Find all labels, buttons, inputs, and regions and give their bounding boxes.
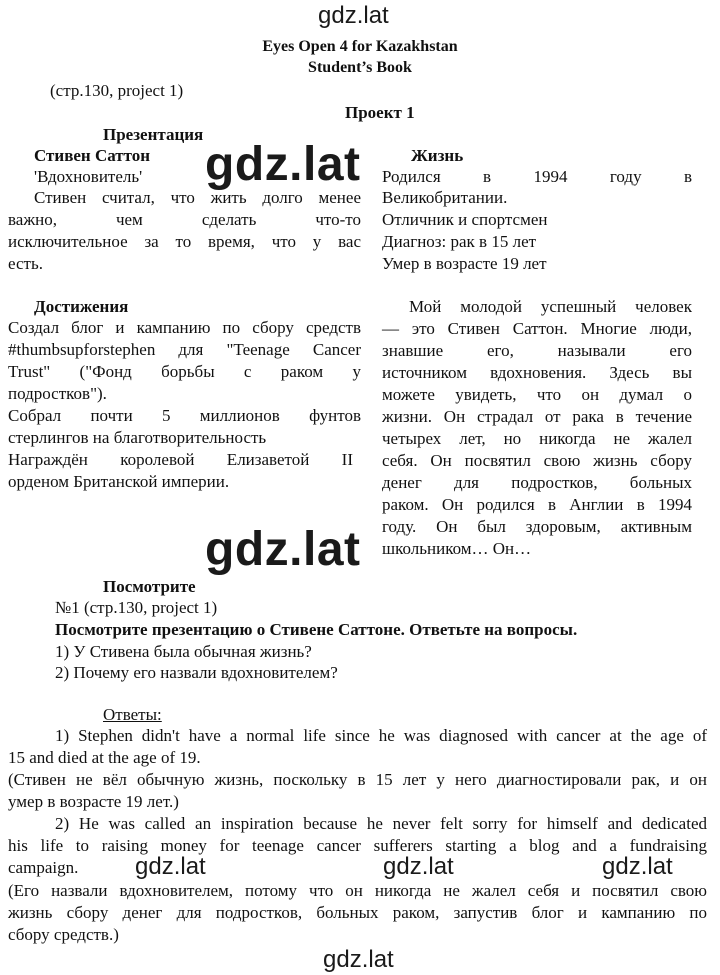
answer-translation-line: умер в возрасте 19 лет.) (8, 792, 179, 811)
story-line: — это Стивен Саттон. Многие люди, (382, 319, 692, 338)
watch-heading: Посмотрите (103, 577, 196, 596)
watermark-large-middle: gdz.lat (205, 523, 361, 576)
achievement-line: орденом Британской империи. (8, 472, 230, 491)
answer-translation-line: жизнь сбору денег для подростков, больных раком, запустив блог и кампанию по (8, 903, 707, 922)
page-reference: (стр.130, project 1) (50, 81, 184, 100)
intro-line: Стивен считал, что жить долго менее (34, 188, 361, 207)
story-line: году. Он был здоровым, активным (382, 517, 692, 536)
answer-translation-line: сбору средств.) (8, 925, 119, 944)
person-name: Стивен Саттон (34, 146, 151, 165)
intro-line: важно, чем сделать что-то (8, 210, 361, 229)
life-line: Диагноз: рак в 15 лет (382, 232, 537, 251)
answer-translation-line: (Стивен не вёл обычную жизнь, поскольку в 15 лет у него диагностировали рак, и он (8, 770, 707, 789)
life-line: Умер в возрасте 19 лет (382, 254, 547, 273)
answer-line: 1) Stephen didn't have a normal life since he was diagnosed with cancer at the age of (55, 726, 707, 745)
book-subtitle: Student’s Book (308, 59, 412, 76)
answer-line: campaign. (8, 858, 79, 877)
watermark-large-upper: gdz.lat (205, 138, 361, 191)
life-line: Великобритании. (382, 188, 508, 207)
life-line: Родился в 1994 году в (382, 167, 692, 186)
story-line: школьником… Он… (382, 539, 532, 558)
exercise-task: Посмотрите презентацию о Стивене Саттоне. Ответьте на вопросы. (55, 620, 578, 639)
achievement-line: стерлингов на благотворительность (8, 428, 267, 447)
presentation-heading: Презентация (103, 125, 204, 144)
watermark-row-left: gdz.lat (135, 853, 206, 880)
achievement-line: #thumbsupforstephen для "Teenage Cancer (8, 340, 361, 359)
story-line: жизни. Он страдал от рака в течение (382, 407, 692, 426)
story-line: Мой молодой успешный человек (409, 297, 692, 316)
book-title: Eyes Open 4 for Kazakhstan (262, 38, 458, 55)
project-title: Проект 1 (345, 103, 415, 122)
exercise-reference: №1 (стр.130, project 1) (55, 598, 218, 617)
achievement-line: подростков"). (8, 384, 107, 403)
life-line: Отличник и спортсмен (382, 210, 548, 229)
question-2: 2) Почему его назвали вдохновителем? (55, 663, 338, 682)
person-nickname: 'Вдохновитель' (34, 167, 143, 186)
answer-line: his life to raising money for teenage cancer sufferers starting a blog and a fundraising (8, 836, 707, 855)
story-line: денег для подростков, больных (382, 473, 692, 492)
achievement-line: Trust" ("Фонд борьбы с раком у (8, 362, 361, 381)
achievements-heading: Достижения (34, 297, 129, 316)
answer-line: 2) He was called an inspiration because he never felt sorry for himself and dedicated (55, 814, 707, 833)
intro-line: есть. (8, 254, 43, 273)
achievement-line: Собрал почти 5 миллионов фунтов (8, 406, 361, 425)
achievement-line: Награждён королевой Елизаветой II (8, 450, 353, 469)
question-1: 1) У Стивена была обычная жизнь? (55, 642, 312, 661)
watermark-bottom: gdz.lat (323, 946, 394, 973)
achievement-line: Создал блог и кампанию по сбору средств (8, 318, 361, 337)
story-line: можете увидеть, что он думал о (382, 385, 692, 404)
intro-line: исключительное за то время, что у вас (8, 232, 361, 251)
answer-line: 15 and died at the age of 19. (8, 748, 201, 767)
story-line: четырех лет, но никогда не жалел (382, 429, 692, 448)
answers-heading: Ответы: (103, 705, 162, 724)
story-line: себя. Он посвятил свою жизнь сбору (382, 451, 692, 470)
story-line: знавшие его, называли его (382, 341, 692, 360)
story-line: источником вдохновения. Здесь вы (382, 363, 692, 382)
life-heading: Жизнь (411, 146, 464, 165)
watermark-row-right: gdz.lat (602, 853, 673, 880)
watermark-top: gdz.lat (318, 2, 389, 29)
story-line: раком. Он родился в Англии в 1994 (382, 495, 692, 514)
watermark-row-center: gdz.lat (383, 853, 454, 880)
answer-translation-line: (Его назвали вдохновителем, потому что он никогда не жалел себя и посвятил свою (8, 881, 707, 900)
